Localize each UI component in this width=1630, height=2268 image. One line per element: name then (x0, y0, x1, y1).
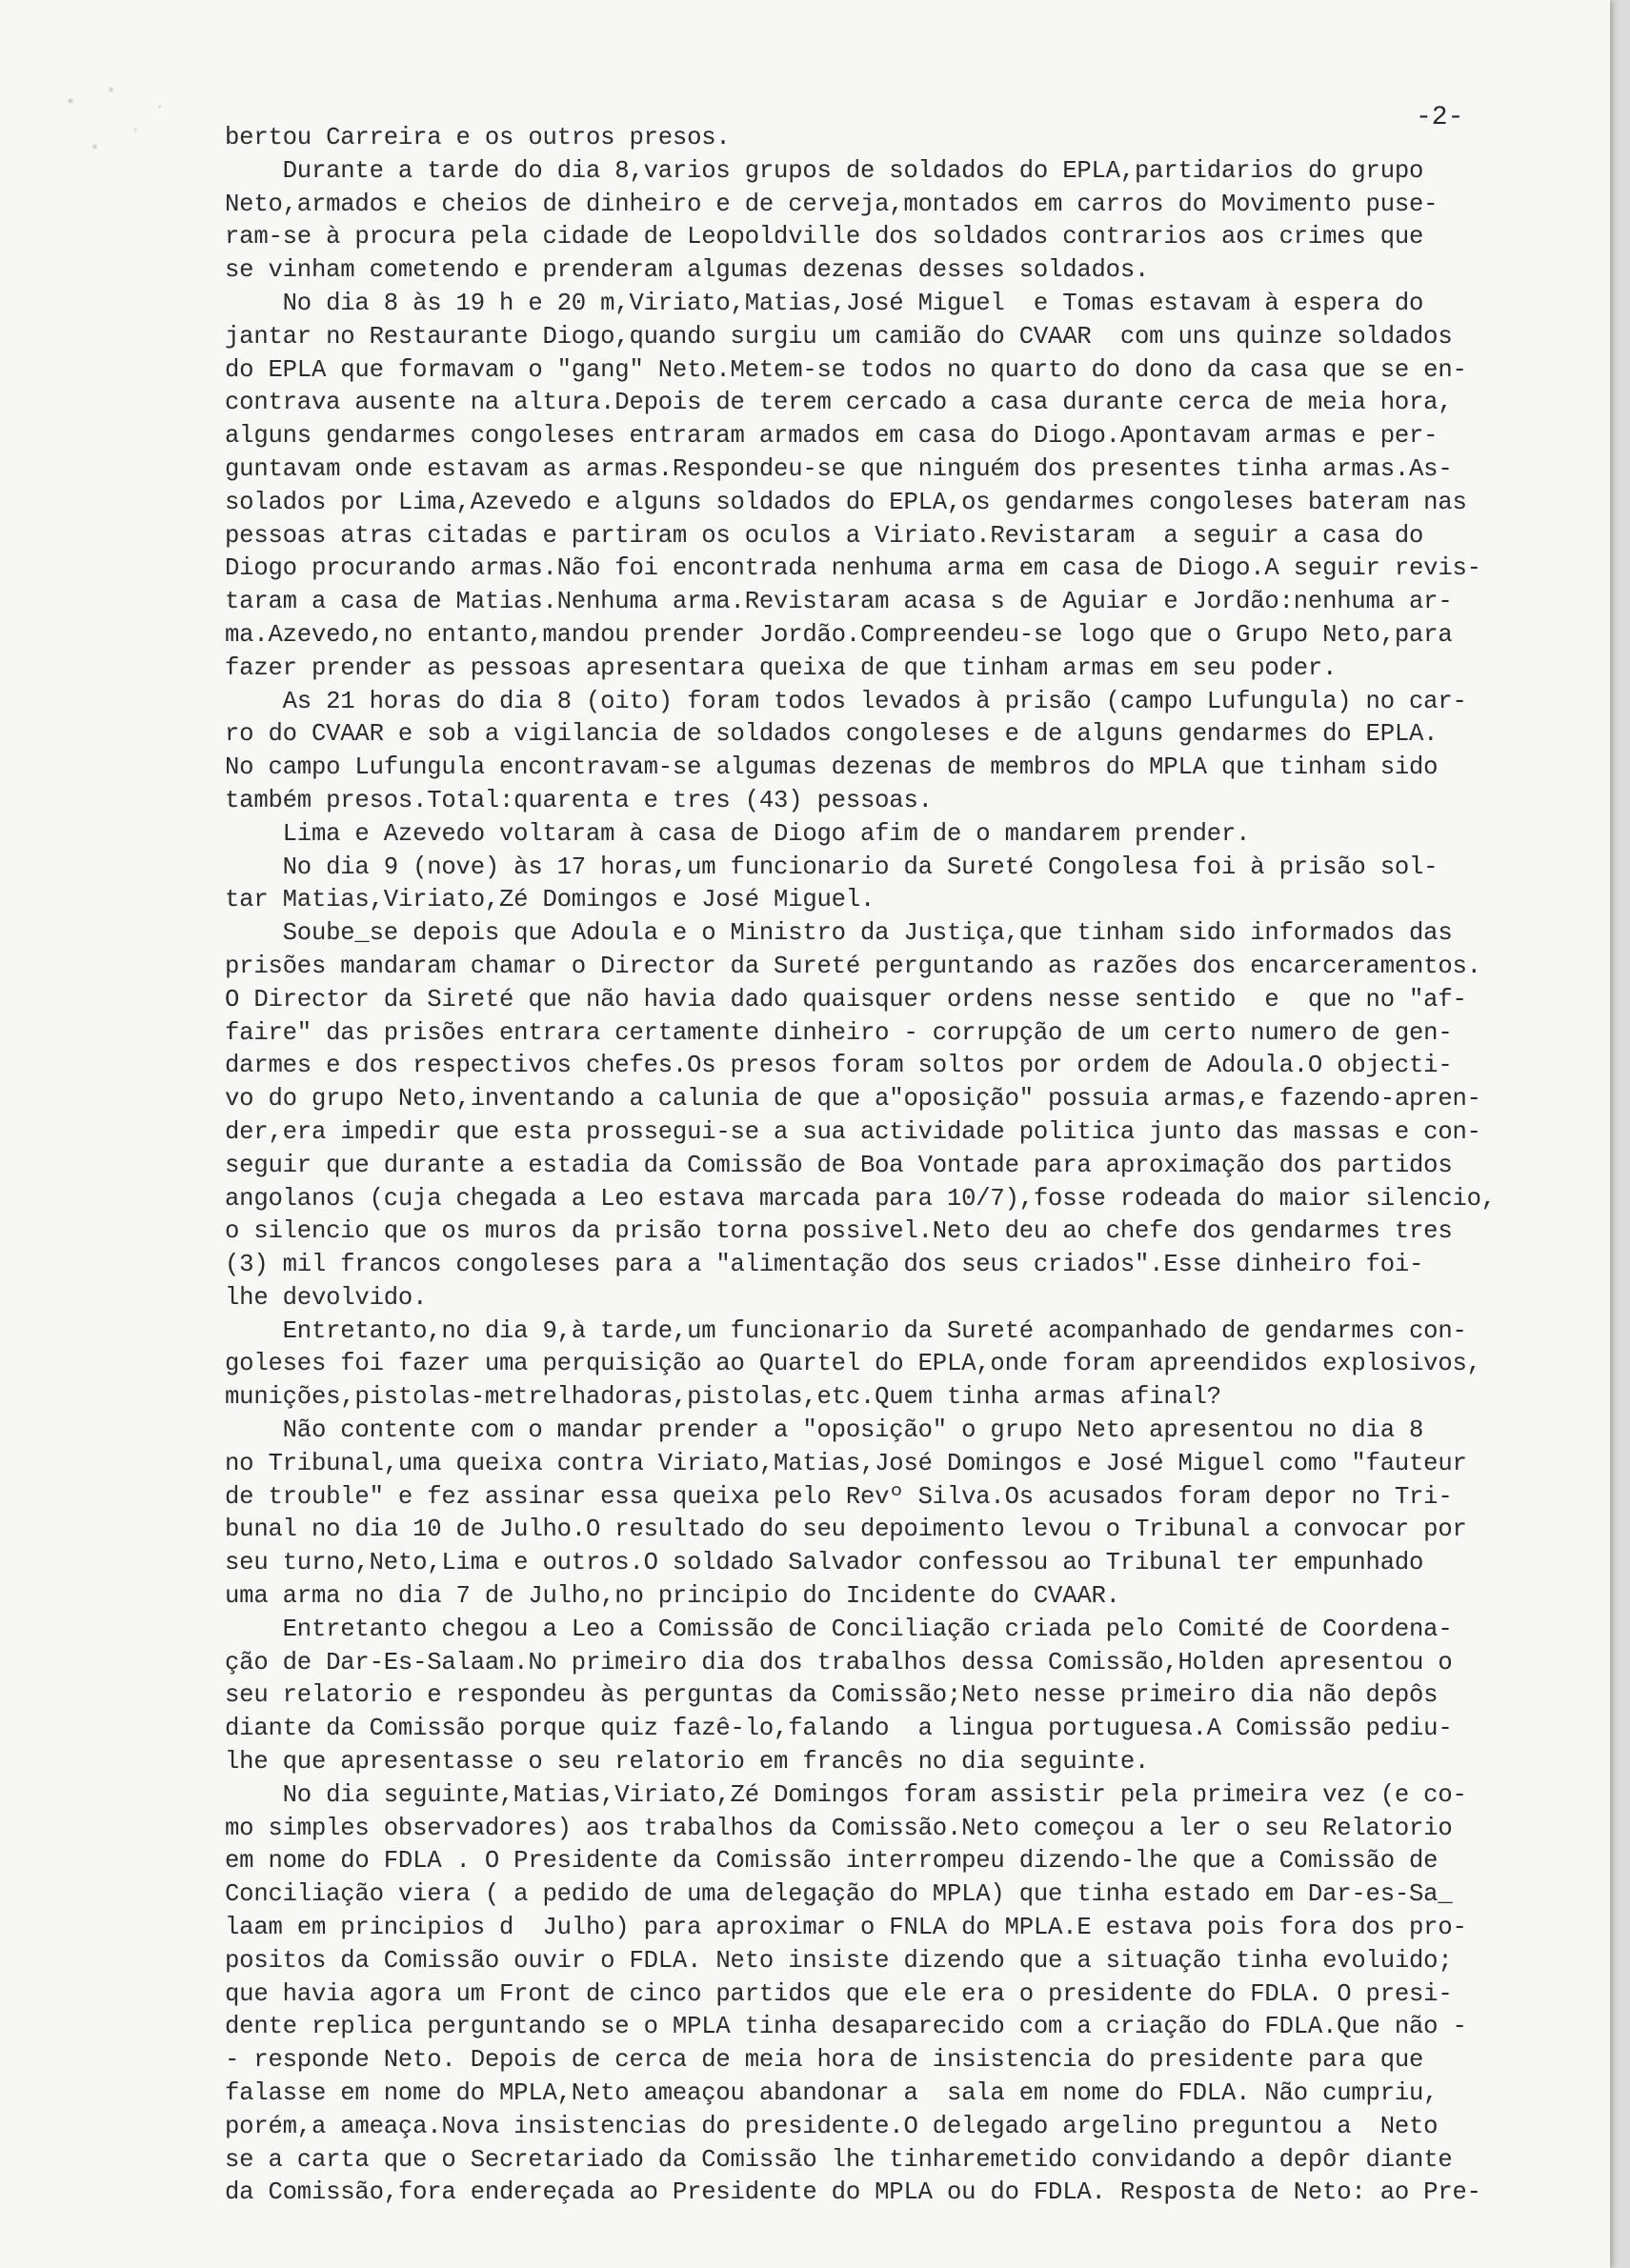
text-line: lhe que apresentasse o seu relatorio em francês no dia seguinte. (225, 1748, 1150, 1776)
text-line: der,era impedir que esta prossegui-se a sua actividade politica junto das massas e con- (225, 1117, 1481, 1146)
text-line: No campo Lufungula encontravam-se algumas dezenas de membros do MPLA que tinham sido (225, 753, 1439, 782)
text-line: mo simples observadores) aos trabalhos da Comissão.Neto começou a ler o seu Relatorio (225, 1814, 1453, 1842)
text-line: guntavam onde estavam as armas.Respondeu-se que ninguém dos presentes tinha armas.As- (225, 454, 1453, 483)
text-line: Não contente com o mandar prender a "oposição" o grupo Neto apresentou no dia 8 (225, 1416, 1424, 1445)
text-line: solados por Lima,Azevedo e alguns soldados do EPLA,os gendarmes congoleses bateram nas (225, 488, 1467, 516)
text-line: porém,a ameaça.Nova insistencias do presidente.O delegado argelino preguntou a Neto (225, 2112, 1439, 2140)
text-line: positos da Comissão ouvir o FDLA. Neto insiste dizendo que a situação tinha evoluido; (225, 1946, 1453, 1975)
text-line: faire" das prisões entrara certamente dinheiro - corrupção de um certo numero de gen- (225, 1018, 1453, 1047)
text-line: dente replica perguntando se o MPLA tinha desaparecido com a criação do FDLA.Que não - (225, 2013, 1467, 2041)
text-line: ma.Azevedo,no entanto,mandou prender Jordão.Compreendeu-se logo que o Grupo Neto,para (225, 620, 1453, 649)
text-line: bunal no dia 10 de Julho.O resultado do seu depoimento levou o Tribunal a convocar por (225, 1515, 1467, 1544)
text-line: que havia agora um Front de cinco partidos que ele era o presidente do FDLA. O presi- (225, 1979, 1453, 2008)
text-line: vo do grupo Neto,inventando a calunia de que a"oposição" possuia armas,e fazendo-apren- (225, 1085, 1481, 1114)
paper-speckle-mark (38, 67, 200, 181)
text-line: angolanos (cuja chegada a Leo estava marcada para 10/7),fosse rodeada do maior silencio, (225, 1184, 1496, 1213)
text-line: Entretanto chegou a Leo a Comissão de Conciliação criada pelo Comité de Coordena- (225, 1615, 1453, 1643)
text-line: uma arma no dia 7 de Julho,no principio do Incidente do CVAAR. (225, 1582, 1120, 1611)
text-line: do EPLA que formavam o "gang" Neto.Metem-se todos no quarto do dono da casa que se en- (225, 355, 1467, 384)
text-line: jantar no Restaurante Diogo,quando surgiu um camião do CVAAR com uns quinze soldados (225, 322, 1453, 351)
text-line: diante da Comissão porque quiz fazê-lo,falando a lingua portuguesa.A Comissão pediu- (225, 1715, 1453, 1743)
text-line: No dia 8 às 19 h e 20 m,Viriato,Matias,José Miguel e Tomas estavam à espera do (225, 289, 1424, 317)
text-line: ção de Dar-Es-Salaam.No primeiro dia dos trabalhos dessa Comissão,Holden apresentou o (225, 1648, 1453, 1676)
text-line: contrava ausente na altura.Depois de terem cercado a casa durante cerca de meia hora, (225, 389, 1453, 417)
text-line: também presos.Total:quarenta e tres (43) pessoas. (225, 786, 933, 814)
text-line: falasse em nome do MPLA,Neto ameaçou abandonar a sala em nome do FDLA. Não cumpriu, (225, 2079, 1439, 2108)
text-line: alguns gendarmes congoleses entraram armados em casa do Diogo.Apontavam armas e per- (225, 422, 1439, 451)
text-line: se vinham cometendo e prenderam algumas dezenas desses soldados. (225, 256, 1150, 285)
page-number: -2- (1416, 103, 1464, 132)
text-line: ro do CVAAR e sob a vigilancia de soldados congoleses e de alguns gendarmes do EPLA. (225, 720, 1439, 749)
text-line: (3) mil francos congoleses para a "alimentação dos seus criados".Esse dinheiro foi- (225, 1251, 1424, 1279)
text-line: Diogo procurando armas.Não foi encontrada nenhuma arma em casa de Diogo.A seguir revis- (225, 554, 1481, 583)
text-line: prisões mandaram chamar o Director da Sureté perguntando as razões dos encarceramentos. (225, 952, 1481, 980)
text-line: pessoas atras citadas e partiram os oculos a Viriato.Revistaram a seguir a casa do (225, 521, 1424, 550)
text-line: goleses foi fazer uma perquisição ao Quartel do EPLA,onde foram apreendidos explosivos, (225, 1350, 1481, 1378)
text-line: Durante a tarde do dia 8,varios grupos de soldados do EPLA,partidarios do grupo (225, 156, 1424, 185)
text-line: Entretanto,no dia 9,à tarde,um funcionario da Sureté acompanhado de gendarmes con- (225, 1316, 1467, 1345)
text-line: Neto,armados e cheios de dinheiro e de cerveja,montados em carros do Movimento puse- (225, 190, 1439, 218)
body-text (225, 122, 1520, 2210)
text-line: darmes e dos respectivos chefes.Os presos foram soltos por ordem de Adoula.O objecti- (225, 1052, 1453, 1080)
text-line: de trouble" e fez assinar essa queixa pelo Revº Silva.Os acusados foram depor no Tri- (225, 1482, 1453, 1511)
text-line: se a carta que o Secretariado da Comissão lhe tinharemetido convidando a depôr diante (225, 2145, 1453, 2174)
text-line: No dia 9 (nove) às 17 horas,um funcionario da Sureté Congolesa foi à prisão sol- (225, 853, 1439, 881)
text-line: munições,pistolas-metrelhadoras,pistolas,etc.Quem tinha armas afinal? (225, 1383, 1221, 1412)
text-line: No dia seguinte,Matias,Viriato,Zé Domingos foram assistir pela primeira vez (e co- (225, 1780, 1467, 1809)
text-line: no Tribunal,uma queixa contra Viriato,Matias,José Domingos e José Miguel como "fauteur (225, 1449, 1467, 1477)
text-line: As 21 horas do dia 8 (oito) foram todos levados à prisão (campo Lufungula) no car- (225, 687, 1467, 715)
text-line: lhe devolvido. (225, 1283, 428, 1312)
text-line: taram a casa de Matias.Nenhuma arma.Revistaram acasa s de Aguiar e Jordão:nenhuma ar- (225, 588, 1453, 616)
text-line: da Comissão,fora endereçada ao Presidente do MPLA ou do FDLA. Resposta de Neto: ao Pre- (225, 2178, 1481, 2207)
text-line: o silencio que os muros da prisão torna possivel.Neto deu ao chefe dos gendarmes tres (225, 1217, 1453, 1246)
text-line: seu relatorio e respondeu às perguntas da Comissão;Neto nesse primeiro dia não depôs (225, 1681, 1439, 1710)
text-line: Lima e Azevedo voltaram à casa de Diogo afim de o mandarem prender. (225, 819, 1251, 848)
text-line: Conciliação viera ( a pedido de uma delegação do MPLA) que tinha estado em Dar-es-Sa_ (225, 1880, 1453, 1909)
text-line: seu turno,Neto,Lima e outros.O soldado Salvador confessou ao Tribunal ter empunhado (225, 1549, 1424, 1577)
text-line: ram-se à procura pela cidade de Leopoldville dos soldados contrarios aos crimes que (225, 223, 1424, 251)
text-line: - responde Neto. Depois de cerca de meia hora de insistencia do presidente para que (225, 2046, 1424, 2075)
text-line: bertou Carreira e os outros presos. (225, 124, 731, 151)
text-line: em nome do FDLA . O Presidente da Comissão interrompeu dizendo-lhe que a Comissão de (225, 1847, 1439, 1876)
text-line: laam em principios d Julho) para aproximar o FNLA do MPLA.E estava pois fora dos pro- (225, 1914, 1467, 1942)
text-line: fazer prender as pessoas apresentara queixa de que tinham armas em seu poder. (225, 653, 1338, 682)
text-line: seguir que durante a estadia da Comissão de Boa Vontade para aproximação dos partidos (225, 1151, 1453, 1179)
text-line: tar Matias,Viriato,Zé Domingos e José Miguel. (225, 886, 875, 914)
text-line: Soube_se depois que Adoula e o Ministro da Justiça,que tinham sido informados das (225, 919, 1453, 948)
text-line: O Director da Sireté que não havia dado quaisquer ordens nesse sentido e que no "af- (225, 985, 1467, 1014)
